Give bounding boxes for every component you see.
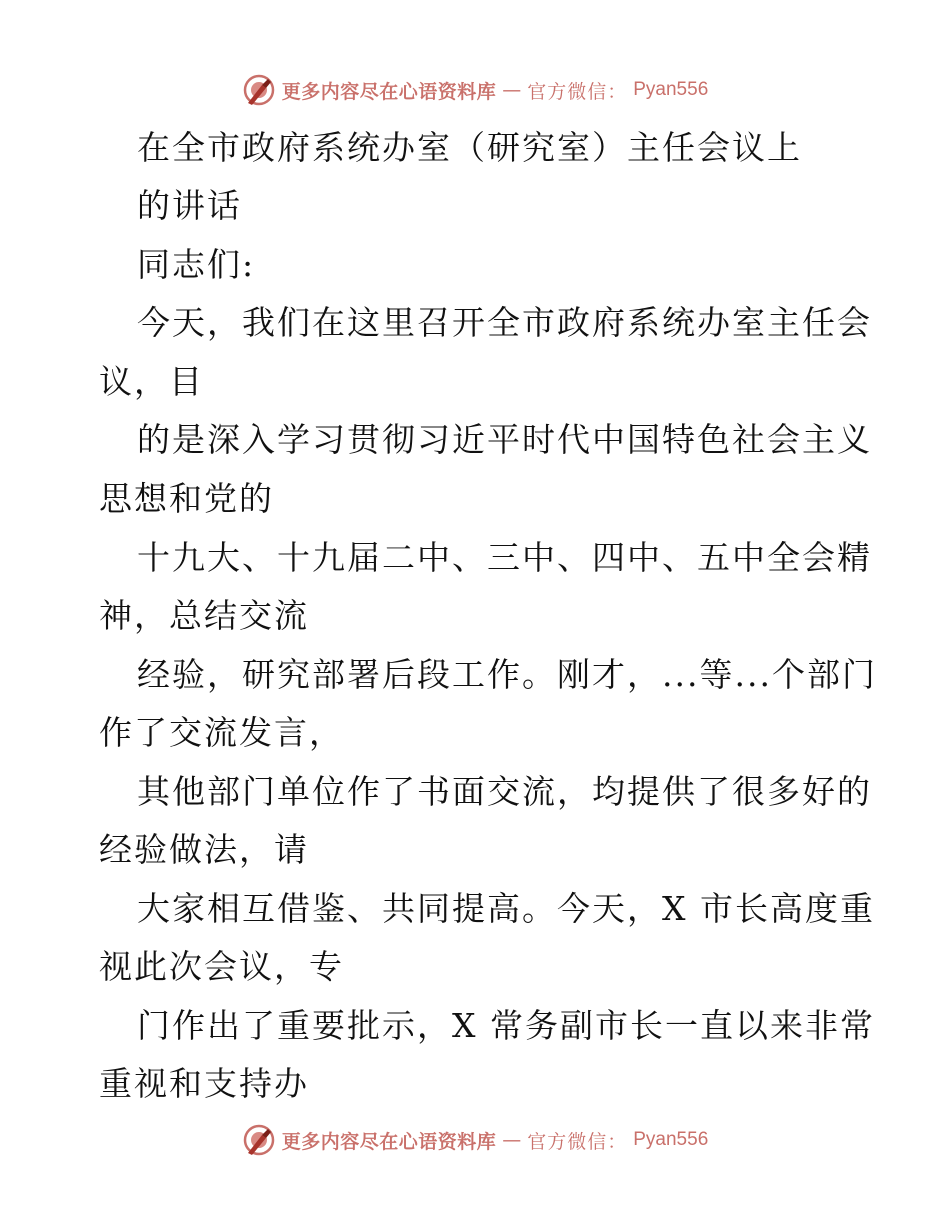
doc-line: 重视和支持办 — [99, 1064, 309, 1103]
doc-line: 门作出了重要批示，X 常务副市长一直以来非常 — [137, 1006, 875, 1045]
pen-logo-icon — [242, 73, 276, 107]
footer-watermark — [0, 1120, 950, 1160]
doc-line: 视此次会议，专 — [99, 947, 344, 986]
watermark-separator: — — [502, 79, 522, 101]
header-watermark — [0, 70, 950, 110]
pen-logo-icon — [242, 1123, 276, 1157]
watermark-site-text: 更多内容尽在心语资料库 — [281, 80, 497, 103]
watermark-wechat-id: Pyan556 — [633, 1129, 709, 1150]
doc-line: 其他部门单位作了书面交流，均提供了很多好的 — [137, 772, 872, 811]
doc-line: 思想和党的 — [99, 479, 274, 518]
doc-line: 的是深入学习贯彻习近平时代中国特色社会主义 — [137, 420, 872, 459]
doc-line: 经验，研究部署后段工作。刚才，...等...个部门 — [137, 655, 877, 694]
doc-line: 的讲话 — [137, 186, 242, 225]
doc-line: 神，总结交流 — [99, 596, 309, 635]
watermark-wechat-label: 官方微信： — [527, 1130, 628, 1153]
doc-line: 十九大、十九届二中、三中、四中、五中全会精 — [137, 538, 872, 577]
watermark-site-text: 更多内容尽在心语资料库 — [281, 1130, 497, 1153]
doc-line: 同志们: — [137, 245, 256, 284]
watermark-wechat-id: Pyan556 — [633, 79, 709, 100]
watermark-separator: — — [502, 1129, 522, 1151]
doc-line: 作了交流发言， — [99, 713, 344, 752]
doc-line: 经验做法，请 — [99, 830, 309, 869]
doc-line: 大家相互借鉴、共同提高。今天，X 市长高度重 — [137, 889, 875, 928]
doc-line: 今天，我们在这里召开全市政府系统办室主任会 — [137, 303, 872, 342]
doc-line: 在全市政府系统办室（研究室）主任会议上 — [137, 128, 802, 167]
doc-line: 议，目 — [99, 362, 204, 401]
watermark-wechat-label: 官方微信： — [527, 80, 628, 103]
